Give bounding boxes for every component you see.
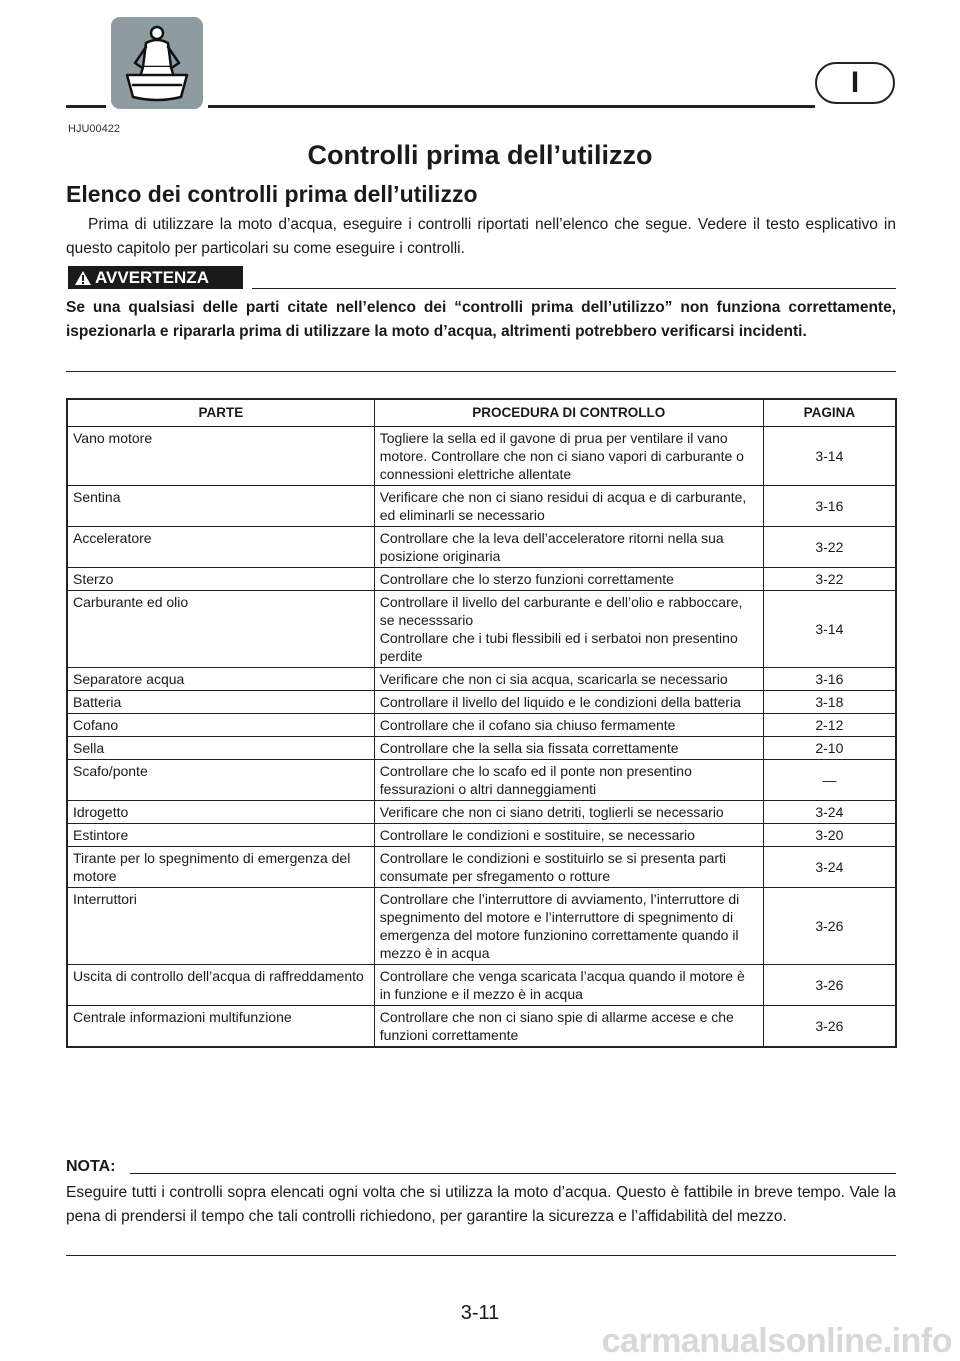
- cell-parte: Interruttori: [67, 888, 374, 965]
- cell-procedura: Verificare che non ci sia acqua, scaricarla se necessario: [374, 668, 763, 691]
- cell-pagina: 3-18: [763, 691, 896, 714]
- cell-pagina: 3-22: [763, 527, 896, 568]
- table-row: [67, 691, 896, 714]
- header-pagina: PAGINA: [763, 399, 896, 427]
- table-row: [67, 486, 896, 527]
- cell-pagina: 3-14: [763, 591, 896, 668]
- cell-parte: Carburante ed olio: [67, 591, 374, 668]
- language-tab: I: [815, 62, 895, 104]
- cell-parte: Sella: [67, 737, 374, 760]
- cell-pagina: 3-24: [763, 847, 896, 888]
- cell-procedura: Controllare il livello del carburante e dell’olio e rabboccare, se necesssario Controllare che i tubi flessibili ed i serbatoi non presentino perdite: [374, 591, 763, 668]
- nota-text: Eseguire tutti i controlli sopra elencati ogni volta che si utilizza la moto d’acqua. Questo è fattibile in breve tempo. Vale la pena di prendersi il tempo che tali controlli richiedono, per garantire la sicurezza e l’affidabilità del mezzo.: [66, 1184, 896, 1225]
- cell-parte: Idrogetto: [67, 801, 374, 824]
- cell-pagina: 3-26: [763, 888, 896, 965]
- cell-parte: Uscita di controllo dell’acqua di raffreddamento: [67, 965, 374, 1006]
- cell-procedura: Controllare che non ci siano spie di allarme accese e che funzioni correttamente: [374, 1006, 763, 1048]
- cell-procedura: Controllare le condizioni e sostituirlo se si presenta parti consumate per sfregamento o rotture: [374, 847, 763, 888]
- table-row: [67, 714, 896, 737]
- cell-pagina: 2-12: [763, 714, 896, 737]
- section-title: Elenco dei controlli prima dell’utilizzo: [66, 181, 478, 207]
- cell-pagina: 3-14: [763, 427, 896, 486]
- table-row: [67, 591, 896, 668]
- warning-rule: [252, 288, 896, 289]
- rider-on-watercraft-icon: [111, 17, 203, 109]
- cell-pagina: 3-24: [763, 801, 896, 824]
- table-row: [67, 888, 896, 965]
- table-row: [67, 847, 896, 888]
- cell-procedura: Togliere la sella ed il gavone di prua per ventilare il vano motore. Controllare che non ci siano vapori di carburante o connessioni elettriche allentate: [374, 427, 763, 486]
- header-rule-left: [66, 105, 106, 108]
- table-row: [67, 824, 896, 847]
- pre-use-checklist-table: [66, 398, 897, 1048]
- warning-triangle-icon: [74, 270, 92, 286]
- cell-parte: Separatore acqua: [67, 668, 374, 691]
- table-row: [67, 1006, 896, 1048]
- doc-code: HJU00422: [68, 123, 120, 135]
- warning-text: Se una qualsiasi delle parti citate nell’elenco dei “controlli prima dell’utilizzo” non funziona correttamente, ispezionarla e ripararla prima di utilizzare la moto d’acqua, altrimenti potrebbero verificarsi incidenti.: [66, 299, 896, 340]
- page-title: Controlli prima dell’utilizzo: [307, 140, 653, 170]
- cell-parte: Tirante per lo spegnimento di emergenza del motore: [67, 847, 374, 888]
- cell-parte: Centrale informazioni multifunzione: [67, 1006, 374, 1048]
- warning-badge: [68, 266, 243, 289]
- cell-pagina: 2-10: [763, 737, 896, 760]
- cell-parte: Scafo/ponte: [67, 760, 374, 801]
- page-number: 3-11: [460, 1302, 500, 1324]
- table-row: [67, 737, 896, 760]
- watermark: carmanualsonline.info: [601, 1322, 952, 1360]
- table-row: [67, 427, 896, 486]
- nota-rule: [130, 1173, 896, 1174]
- cell-parte: Estintore: [67, 824, 374, 847]
- cell-procedura: Verificare che non ci siano residui di acqua e di carburante, ed eliminarli se necessario: [374, 486, 763, 527]
- table-header-row: [67, 399, 896, 427]
- cell-parte: Acceleratore: [67, 527, 374, 568]
- cell-pagina: 3-20: [763, 824, 896, 847]
- cell-pagina: 3-16: [763, 486, 896, 527]
- intro-paragraph: Prima di utilizzare la moto d’acqua, eseguire i controlli riportati nell’elenco che segue. Vedere il testo esplicativo in questo capitolo per particolari su come eseguire i controlli.: [66, 216, 896, 257]
- table-row: [67, 965, 896, 1006]
- cell-procedura: Controllare che la leva dell’acceleratore ritorni nella sua posizione originaria: [374, 527, 763, 568]
- table-row: [67, 668, 896, 691]
- cell-parte: Cofano: [67, 714, 374, 737]
- cell-pagina: 3-26: [763, 1006, 896, 1048]
- cell-procedura: Controllare il livello del liquido e le condizioni della batteria: [374, 691, 763, 714]
- cell-parte: Vano motore: [67, 427, 374, 486]
- cell-procedura: Controllare che la sella sia fissata correttamente: [374, 737, 763, 760]
- header-rule-right: [208, 105, 815, 108]
- cell-procedura: Controllare che venga scaricata l’acqua quando il motore è in funzione e il mezzo è in acqua: [374, 965, 763, 1006]
- cell-procedura: Controllare che lo sterzo funzioni correttamente: [374, 568, 763, 591]
- table-row: [67, 568, 896, 591]
- warning-bottom-rule: [66, 371, 896, 372]
- cell-parte: Sentina: [67, 486, 374, 527]
- cell-pagina: 3-16: [763, 668, 896, 691]
- cell-pagina: 3-22: [763, 568, 896, 591]
- table-row: [67, 801, 896, 824]
- cell-pagina: —: [763, 760, 896, 801]
- cell-procedura: Controllare che lo scafo ed il ponte non presentino fessurazioni o altri danneggiamenti: [374, 760, 763, 801]
- header-procedura: PROCEDURA DI CONTROLLO: [374, 399, 763, 427]
- cell-parte: Sterzo: [67, 568, 374, 591]
- cell-pagina: 3-26: [763, 965, 896, 1006]
- cell-procedura: Controllare che il cofano sia chiuso fermamente: [374, 714, 763, 737]
- nota-bottom-rule: [66, 1255, 896, 1256]
- header-parte: PARTE: [67, 399, 374, 427]
- cell-parte: Batteria: [67, 691, 374, 714]
- table-row: [67, 527, 896, 568]
- table-row: [67, 760, 896, 801]
- warning-label: AVVERTENZA: [95, 268, 209, 287]
- cell-procedura: Controllare che l’interruttore di avviamento, l’interruttore di spegnimento del motore e l’interruttore di spegnimento di emergenza del motore funzionino correttamente quando il mezzo è in acqua: [374, 888, 763, 965]
- nota-label: NOTA:: [66, 1158, 116, 1175]
- cell-procedura: Controllare le condizioni e sostituire, se necessario: [374, 824, 763, 847]
- cell-procedura: Verificare che non ci siano detriti, toglierli se necessario: [374, 801, 763, 824]
